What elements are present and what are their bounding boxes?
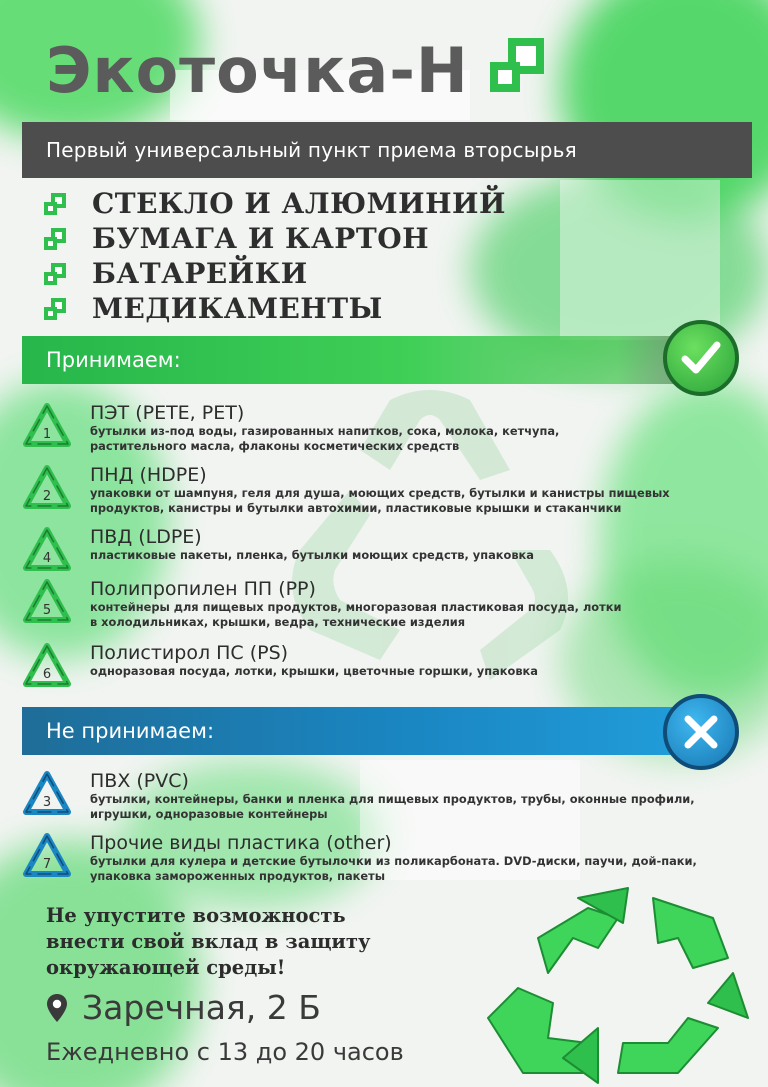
category-list — [44, 186, 506, 326]
category-label: МЕДИКАМЕНТЫ — [92, 292, 383, 325]
slogan-line: Не упустите возможность — [46, 904, 346, 927]
plastic-desc: упаковка замороженных продуктов, пакеты — [90, 869, 386, 883]
slogan-line: внести свой вклад в защиту — [46, 930, 371, 953]
plastic-item — [22, 578, 670, 642]
plastic-item — [22, 402, 670, 464]
category-item — [44, 256, 506, 291]
accepted-list — [22, 402, 670, 694]
plastic-code: 3 — [42, 795, 52, 810]
plastic-name: ПВД (LDPE) — [90, 526, 202, 548]
bullet-square-icon — [44, 228, 66, 250]
recycle-triangle-icon — [22, 402, 72, 452]
plastic-name: Прочие виды пластика (other) — [90, 832, 392, 854]
plastic-desc: упаковки от шампуня, геля для душа, моющих средств, бутылки и канистры пищевых — [90, 486, 670, 500]
plastic-name: ПЭТ (PETE, PET) — [90, 402, 245, 424]
location-pin-icon — [46, 993, 68, 1023]
category-item — [44, 221, 506, 256]
plastic-name: Полистирол ПС (PS) — [90, 642, 289, 664]
recycle-triangle-icon — [22, 578, 72, 628]
check-icon — [678, 335, 724, 381]
slogan — [46, 903, 446, 981]
recycle-arrows-icon — [478, 878, 768, 1087]
opening-hours: Ежедневно с 13 до 20 часов — [46, 1038, 404, 1066]
rejected-heading-bar — [22, 707, 722, 755]
plastic-desc: бутылки, контейнеры, банки и пленка для пищевых продуктов, трубы, оконные профили, — [90, 792, 695, 806]
recycle-triangle-icon — [22, 832, 72, 882]
plastic-code: 2 — [42, 489, 52, 504]
plastic-item — [22, 464, 670, 526]
recycle-triangle-icon — [22, 642, 72, 692]
logo-squares-icon — [490, 38, 544, 92]
bullet-square-icon — [44, 263, 66, 285]
check-badge — [663, 320, 739, 396]
category-label: СТЕКЛО И АЛЮМИНИЙ — [92, 187, 506, 220]
accepted-heading-bar — [22, 336, 722, 384]
plastic-item — [22, 770, 697, 832]
cross-icon — [680, 711, 722, 753]
slogan-line: окружающей среды! — [46, 956, 286, 979]
category-label: БУМАГА И КАРТОН — [92, 222, 430, 255]
plastic-desc: в холодильниках, крышки, ведра, технические изделия — [90, 615, 466, 629]
plastic-item — [22, 526, 670, 578]
plastic-code: 4 — [42, 551, 52, 566]
page-title: Экоточка-Н — [46, 34, 469, 107]
plastic-desc: бутылки для кулера и детские бутылочки из поликарбоната. DVD-диски, паучи, дой-паки, — [90, 854, 697, 868]
plastic-desc: одноразовая посуда, лотки, крышки, цветочные горшки, упаковка — [90, 664, 538, 678]
plastic-name: ПВХ (PVC) — [90, 770, 189, 792]
recycle-triangle-icon — [22, 770, 72, 820]
plastic-desc: бутылки из-под воды, газированных напитков, сока, молока, кетчупа, — [90, 424, 560, 438]
accepted-heading: Принимаем: — [46, 348, 181, 372]
plastic-name: Полипропилен ПП (PP) — [90, 578, 316, 600]
address-text: Заречная, 2 Б — [82, 988, 321, 1027]
subtitle-bar — [22, 122, 752, 178]
plastic-code: 1 — [42, 427, 52, 442]
bullet-square-icon — [44, 193, 66, 215]
cross-badge — [663, 694, 739, 770]
category-item — [44, 186, 506, 221]
category-label: БАТАРЕЙКИ — [92, 257, 308, 290]
rejected-list — [22, 770, 697, 894]
plastic-desc: пластиковые пакеты, пленка, бутылки моющих средств, упаковка — [90, 548, 534, 562]
plastic-code: 5 — [42, 603, 52, 618]
plastic-desc: растительного масла, флаконы косметических средств — [90, 439, 460, 453]
plastic-code: 6 — [42, 667, 52, 682]
category-item — [44, 291, 506, 326]
plastic-desc: продуктов, канистры и бутылки автохимии, пластиковые крышки и стаканчики — [90, 501, 622, 515]
plastic-name: ПНД (HDPE) — [90, 464, 207, 486]
plastic-desc: контейнеры для пищевых продуктов, многоразовая пластиковая посуда, лотки — [90, 600, 622, 614]
subtitle: Первый универсальный пункт приема вторсырья — [46, 138, 577, 162]
rejected-heading: Не принимаем: — [46, 719, 215, 743]
plastic-desc: игрушки, одноразовые контейнеры — [90, 807, 328, 821]
address-block — [46, 988, 321, 1027]
plastic-item — [22, 642, 670, 694]
recycle-triangle-icon — [22, 464, 72, 514]
recycle-triangle-icon — [22, 526, 72, 576]
bullet-square-icon — [44, 298, 66, 320]
plastic-code: 7 — [42, 857, 52, 872]
